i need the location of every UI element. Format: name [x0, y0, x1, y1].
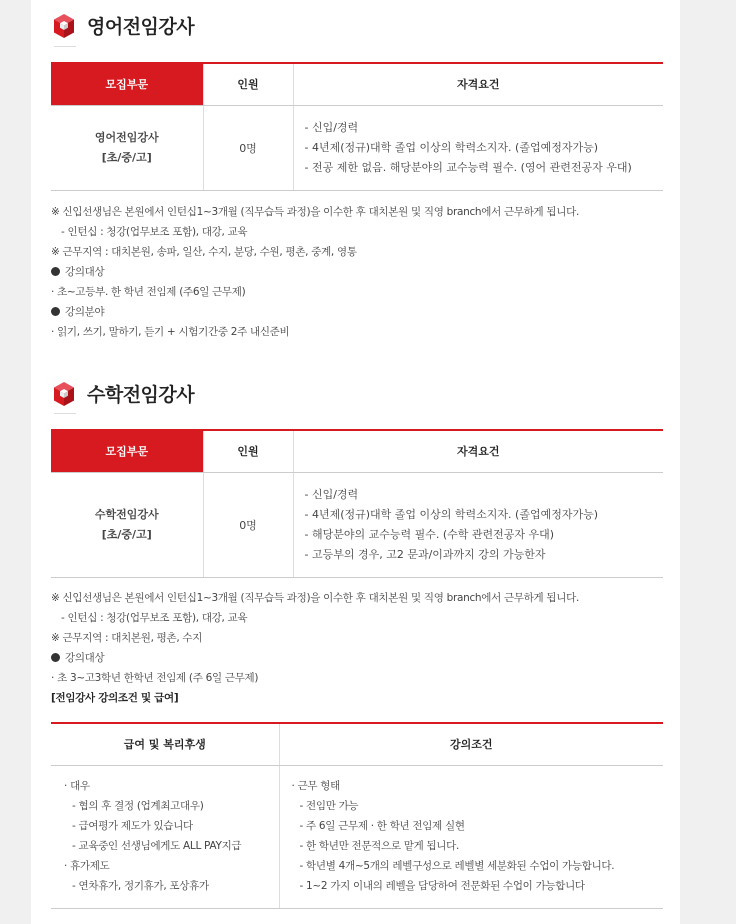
notes-english	[51, 202, 579, 342]
header-count: 인원	[203, 430, 293, 472]
condition-item: - 한 학년만 전문적으로 맡게 됩니다.	[299, 839, 460, 852]
note-line: ※ 근무지역 : 대치본원, 송파, 일산, 수지, 분당, 수원, 평촌, 중계, 영통	[51, 246, 357, 258]
category-cell	[51, 472, 203, 577]
condition-item: - 학년별 4개~5개의 레벨구성으로 레벨별 세분화된 수업이 가능합니다.	[299, 859, 615, 872]
qualification-item: - 고등부의 경우, 고2 문과/이과까지 강의 가능한자	[304, 547, 546, 561]
note-heading: 강의대상	[51, 648, 579, 668]
lecture-conditions-cell	[279, 765, 663, 908]
section-title-math	[53, 380, 194, 407]
benefit-item: - 연차휴가, 정기휴가, 포상휴가	[72, 879, 209, 892]
qualification-item: - 신입/경력	[304, 487, 359, 501]
conditions-heading: [전임강사 강의조건 및 급여]	[51, 692, 179, 704]
condition-item: - 주 6일 근무제 · 한 학년 전임제 실현	[299, 819, 465, 832]
note-line: · 초~고등부. 한 학년 전임제 (주6일 근무제)	[51, 286, 246, 298]
requirements-table-english	[51, 62, 663, 191]
note-line: ※ 신입선생님은 본원에서 인턴십1~3개월 (직무습득 과정)을 이수한 후 대치본원 및 직영 branch에서 근무하게 됩니다.	[51, 206, 579, 218]
section-title-text: 영어전임강사	[87, 16, 195, 38]
count-cell: 0명	[203, 105, 293, 190]
header-lecture-conditions: 강의조건	[279, 723, 663, 765]
bullet-dot-icon	[51, 267, 60, 276]
benefit-item: - 급여평가 제도가 있습니다	[72, 819, 193, 832]
title-underline	[54, 413, 76, 414]
benefit-item: · 휴가제도	[64, 859, 110, 872]
category-levels: [초/중/고]	[101, 527, 152, 541]
qualifications-cell	[293, 105, 663, 190]
section-title-text: 수학전임강사	[87, 384, 195, 406]
note-line: ※ 근무지역 : 대치본원, 평촌, 수지	[51, 632, 203, 644]
qualification-item: - 전공 제한 없음. 해당분야의 교수능력 필수. (영어 관련전공자 우대)	[304, 160, 632, 174]
category-cell	[51, 105, 203, 190]
category-name: 수학전임강사	[94, 507, 159, 521]
count-cell: 0명	[203, 472, 293, 577]
conditions-table	[51, 722, 663, 909]
benefit-item: - 교육중인 선생님에게도 ALL PAY지급	[72, 839, 242, 852]
header-count: 인원	[203, 63, 293, 105]
note-heading: 강의대상	[51, 262, 579, 282]
benefit-item: - 협의 후 결정 (업계최고대우)	[72, 799, 204, 812]
header-qualifications: 자격요건	[293, 63, 663, 105]
note-line: - 인턴십 : 청강(업무보조 포함), 대강, 교육	[61, 226, 248, 238]
cube-icon	[53, 13, 75, 39]
benefit-item: · 대우	[64, 779, 90, 792]
requirements-table-math	[51, 429, 663, 578]
condition-item: - 전임만 가능	[299, 799, 359, 812]
note-line: · 읽기, 쓰기, 말하기, 듣기 + 시험기간중 2주 내신준비	[51, 326, 290, 338]
qualification-item: - 4년제(정규)대학 졸업 이상의 학력소지자. (졸업예정자가능)	[304, 140, 599, 154]
header-qualifications: 자격요건	[293, 430, 663, 472]
title-underline	[54, 46, 76, 47]
header-salary-benefits: 급여 및 복리후생	[51, 723, 279, 765]
note-line: · 초 3~고3학년 한학년 전임제 (주 6일 근무제)	[51, 672, 259, 684]
cube-icon	[53, 381, 75, 407]
bullet-dot-icon	[51, 653, 60, 662]
note-heading: 강의분야	[51, 302, 579, 322]
category-name: 영어전임강사	[94, 130, 159, 144]
header-category: 모집부문	[51, 63, 203, 105]
condition-item: · 근무 형태	[291, 779, 340, 792]
qualification-item: - 4년제(정규)대학 졸업 이상의 학력소지자. (졸업예정자가능)	[304, 507, 599, 521]
header-category: 모집부문	[51, 430, 203, 472]
qualification-item: - 해당분야의 교수능력 필수. (수학 관련전공자 우대)	[304, 527, 555, 541]
section-title-english	[53, 12, 194, 39]
qualifications-cell	[293, 472, 663, 577]
condition-item: - 1~2 가지 이내의 레벨을 담당하여 전문화된 수업이 가능합니다	[299, 879, 585, 892]
qualification-item: - 신입/경력	[304, 120, 359, 134]
salary-benefits-cell	[51, 765, 279, 908]
category-levels: [초/중/고]	[101, 150, 152, 164]
bullet-dot-icon	[51, 307, 60, 316]
notes-math	[51, 588, 579, 708]
note-line: ※ 신입선생님은 본원에서 인턴십1~3개월 (직무습득 과정)을 이수한 후 대치본원 및 직영 branch에서 근무하게 됩니다.	[51, 592, 579, 604]
note-line: - 인턴십 : 청강(업무보조 포함), 대강, 교육	[61, 612, 248, 624]
